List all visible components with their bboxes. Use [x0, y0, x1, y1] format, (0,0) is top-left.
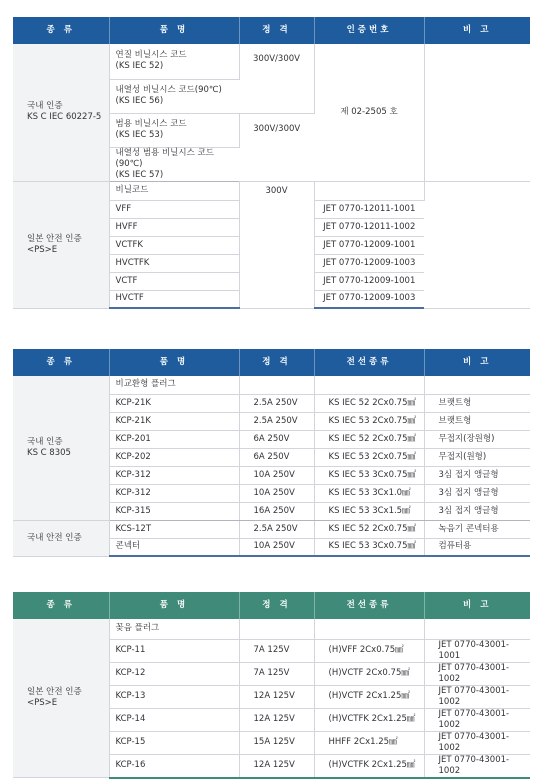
product-name: 비교환형 플러그 [109, 376, 239, 394]
wire-type-cell: (H)VCTFK 2Cx1.25㎟ [314, 708, 424, 731]
table-row [13, 520, 530, 538]
wire-type-cell: HHFF 2Cx1.25㎟ [314, 731, 424, 754]
rating-cell: 7A 125V [239, 662, 314, 685]
product-name: VFF [109, 200, 239, 218]
wire-type-cell: KS IEC 53 3Cx1.5㎟ [314, 502, 424, 520]
header-product: 품 명 [109, 349, 239, 376]
cord-certification-table [13, 17, 530, 309]
rating-cell: 6A 250V [239, 430, 314, 448]
wire-type-cell: (H)VFF 2Cx0.75㎟ [314, 639, 424, 662]
remarks-cell: 녹음기 콘넥터용 [424, 520, 530, 538]
table-header-row [13, 17, 530, 44]
remarks-cell: JET 0770-43001-1002 [424, 662, 530, 685]
remarks-cell: 브랫트형 [424, 412, 530, 430]
remarks-cell: 무접지(원형) [424, 448, 530, 466]
header-cert-number: 인증번호 [314, 17, 424, 44]
table-header-row [13, 349, 530, 376]
wire-type-cell [314, 376, 424, 394]
product-name: KCP-16 [109, 754, 239, 778]
wire-type-cell: (H)VCTF 2Cx1.25㎟ [314, 685, 424, 708]
cert-number-cell: JET 0770-12011-1001 [314, 200, 424, 218]
rating-cell: 300V/300V [239, 44, 314, 113]
cert-number-cell: JET 0770-12009-1001 [314, 236, 424, 254]
rating-cell: 2.5A 250V [239, 394, 314, 412]
rating-cell [239, 376, 314, 394]
remarks-cell: JET 0770-43001-1002 [424, 754, 530, 778]
product-name: 내열성 범용 비닐시스 코드(90℃) (KS IEC 57) [109, 147, 239, 181]
header-product: 품 명 [109, 17, 239, 44]
remarks-cell: JET 0770-43001-1002 [424, 731, 530, 754]
product-name: KCP-312 [109, 484, 239, 502]
wire-type-cell: KS IEC 52 2Cx0.75㎟ [314, 394, 424, 412]
header-rating: 정 격 [239, 17, 314, 44]
wire-type-cell: (H)VCTFK 2Cx1.25㎟ [314, 754, 424, 778]
product-name: KCP-15 [109, 731, 239, 754]
table-row [13, 376, 530, 394]
rating-cell: 6A 250V [239, 448, 314, 466]
remarks-cell: 무접지(장원형) [424, 430, 530, 448]
product-name: 연질 비닐시스 코드 (KS IEC 52) [109, 44, 239, 79]
product-name: KCP-21K [109, 412, 239, 430]
product-name: HVCTF [109, 290, 239, 308]
product-name: KCP-14 [109, 708, 239, 731]
cert-number-cell: 제 02-2505 호 [314, 44, 424, 181]
remarks-cell: 3심 접지 앵글형 [424, 484, 530, 502]
remarks-cell [424, 376, 530, 394]
wire-type-cell [314, 619, 424, 639]
header-remarks: 비 고 [424, 349, 530, 376]
remarks-cell: JET 0770-43001-1002 [424, 708, 530, 731]
product-name: VCTF [109, 272, 239, 290]
table-row [13, 181, 530, 200]
product-name: 콘넥터 [109, 538, 239, 556]
rating-cell: 10A 250V [239, 466, 314, 484]
header-rating: 정 격 [239, 349, 314, 376]
header-type: 종 류 [13, 592, 109, 619]
remarks-cell [424, 619, 530, 639]
rating-cell [239, 619, 314, 639]
product-name: HVCTFK [109, 254, 239, 272]
remarks-cell: 브랫트형 [424, 394, 530, 412]
header-wire-type: 전선종류 [314, 592, 424, 619]
product-name: HVFF [109, 218, 239, 236]
product-name: KCP-11 [109, 639, 239, 662]
cert-number-cell: JET 0770-12011-1002 [314, 218, 424, 236]
rating-cell: 300V/300V [239, 113, 314, 181]
table-header-row [13, 592, 530, 619]
product-name: KCP-21K [109, 394, 239, 412]
header-rating: 정 격 [239, 592, 314, 619]
rating-cell: 12A 125V [239, 708, 314, 731]
product-name: 비닐코드 [109, 181, 239, 200]
product-name: KCP-12 [109, 662, 239, 685]
category-cell: 일본 안전 인증 <PS>E [13, 181, 109, 308]
header-product: 품 명 [109, 592, 239, 619]
plug-ks-certification-table [13, 349, 530, 557]
rating-cell: 15A 125V [239, 731, 314, 754]
table-row [13, 44, 530, 79]
product-name: KCP-202 [109, 448, 239, 466]
rating-cell: 300V [239, 181, 314, 308]
cert-number-cell: JET 0770-12009-1003 [314, 254, 424, 272]
product-name: 꽂음 플러그 [109, 619, 239, 639]
product-name: KCP-13 [109, 685, 239, 708]
rating-cell: 12A 125V [239, 685, 314, 708]
product-name: 범용 비닐시스 코드 (KS IEC 53) [109, 113, 239, 147]
rating-cell: 2.5A 250V [239, 412, 314, 430]
wire-type-cell: KS IEC 53 2Cx0.75㎟ [314, 412, 424, 430]
remarks-cell: 3심 접지 앵글형 [424, 502, 530, 520]
category-cell: 국내 안전 인증 [13, 520, 109, 556]
wire-type-cell: KS IEC 52 2Cx0.75㎟ [314, 520, 424, 538]
wire-type-cell: KS IEC 53 3Cx0.75㎟ [314, 538, 424, 556]
rating-cell: 7A 125V [239, 639, 314, 662]
remarks-cell [424, 181, 530, 308]
product-name: KCP-312 [109, 466, 239, 484]
remarks-cell: 컴퓨터용 [424, 538, 530, 556]
rating-cell: 12A 125V [239, 754, 314, 778]
rating-cell: 2.5A 250V [239, 520, 314, 538]
wire-type-cell: KS IEC 53 3Cx1.0㎟ [314, 484, 424, 502]
product-name: KCS-12T [109, 520, 239, 538]
cert-number-cell: JET 0770-12009-1001 [314, 272, 424, 290]
cert-number-cell [314, 181, 424, 200]
product-name: 내열성 비닐시스 코드(90℃) (KS IEC 56) [109, 79, 239, 113]
category-cell: 일본 안전 인증 <PS>E [13, 619, 109, 778]
header-remarks: 비 고 [424, 592, 530, 619]
product-name: KCP-315 [109, 502, 239, 520]
category-cell: 국내 인증 KS C IEC 60227-5 [13, 44, 109, 181]
cert-number-cell: JET 0770-12009-1003 [314, 290, 424, 308]
product-name: KCP-201 [109, 430, 239, 448]
header-wire-type: 전선종류 [314, 349, 424, 376]
product-name: VCTFK [109, 236, 239, 254]
remarks-cell: 3심 접지 앵글형 [424, 466, 530, 484]
category-cell: 국내 인증 KS C 8305 [13, 376, 109, 520]
plug-jet-certification-table [13, 592, 530, 779]
rating-cell: 10A 250V [239, 484, 314, 502]
wire-type-cell: KS IEC 52 2Cx0.75㎟ [314, 430, 424, 448]
remarks-cell: JET 0770-43001-1001 [424, 639, 530, 662]
remarks-cell: JET 0770-43001-1002 [424, 685, 530, 708]
header-remarks: 비 고 [424, 17, 530, 44]
rating-cell: 10A 250V [239, 538, 314, 556]
header-type: 종 류 [13, 17, 109, 44]
wire-type-cell: (H)VCTF 2Cx0.75㎟ [314, 662, 424, 685]
rating-cell: 16A 250V [239, 502, 314, 520]
wire-type-cell: KS IEC 53 2Cx0.75㎟ [314, 448, 424, 466]
wire-type-cell: KS IEC 53 3Cx0.75㎟ [314, 466, 424, 484]
table-row [13, 619, 530, 639]
remarks-cell [424, 44, 530, 181]
header-type: 종 류 [13, 349, 109, 376]
